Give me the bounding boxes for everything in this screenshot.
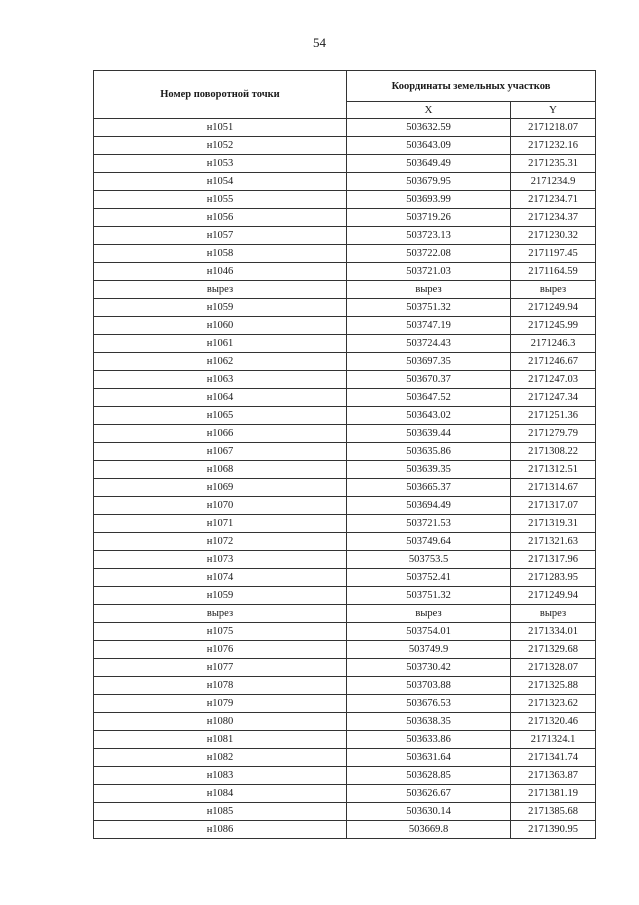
table-row [94, 497, 596, 515]
cell-y: 2171363.87 [511, 767, 596, 785]
cell-point-number: н1068 [94, 461, 347, 479]
cell-y: 2171385.68 [511, 803, 596, 821]
cell-point-number: н1084 [94, 785, 347, 803]
header-point-number: Номер поворотной точки [94, 71, 347, 119]
cell-x: 503630.14 [347, 803, 511, 821]
table-row [94, 137, 596, 155]
cell-point-number: вырез [94, 281, 347, 299]
cell-point-number: н1062 [94, 353, 347, 371]
table-row [94, 209, 596, 227]
cell-y: 2171319.31 [511, 515, 596, 533]
table-row [94, 551, 596, 569]
cell-y: 2171317.07 [511, 497, 596, 515]
table-row [94, 281, 596, 299]
cell-x: 503722.08 [347, 245, 511, 263]
cell-y: 2171328.07 [511, 659, 596, 677]
cell-y: 2171317.96 [511, 551, 596, 569]
table-row [94, 191, 596, 209]
table-row [94, 371, 596, 389]
cell-x: 503747.19 [347, 317, 511, 335]
cell-y: 2171235.31 [511, 155, 596, 173]
cell-y: 2171279.79 [511, 425, 596, 443]
table-row [94, 155, 596, 173]
cell-point-number: н1053 [94, 155, 347, 173]
cell-point-number: н1076 [94, 641, 347, 659]
table-row [94, 569, 596, 587]
cell-point-number: н1051 [94, 119, 347, 137]
cell-point-number: н1059 [94, 299, 347, 317]
cell-x: 503647.52 [347, 389, 511, 407]
cell-point-number: н1079 [94, 695, 347, 713]
cell-y: 2171232.16 [511, 137, 596, 155]
cell-point-number: н1080 [94, 713, 347, 731]
cell-point-number: н1069 [94, 479, 347, 497]
cell-y: 2171334.01 [511, 623, 596, 641]
cell-x: 503669.8 [347, 821, 511, 839]
cell-y: 2171246.67 [511, 353, 596, 371]
table-row [94, 515, 596, 533]
table-row [94, 821, 596, 839]
cell-x: 503751.32 [347, 587, 511, 605]
cell-x: 503670.37 [347, 371, 511, 389]
cell-x: 503749.64 [347, 533, 511, 551]
cell-y: 2171234.9 [511, 173, 596, 191]
cell-x: 503749.9 [347, 641, 511, 659]
cell-x: вырез [347, 281, 511, 299]
table-row [94, 713, 596, 731]
table-row [94, 443, 596, 461]
table-row [94, 317, 596, 335]
table-row [94, 803, 596, 821]
cell-point-number: н1052 [94, 137, 347, 155]
table-row [94, 749, 596, 767]
table-row [94, 623, 596, 641]
cell-y: 2171381.19 [511, 785, 596, 803]
cell-point-number: н1071 [94, 515, 347, 533]
cell-y: 2171197.45 [511, 245, 596, 263]
cell-x: 503719.26 [347, 209, 511, 227]
cell-x: 503721.53 [347, 515, 511, 533]
cell-y: 2171249.94 [511, 299, 596, 317]
cell-point-number: н1074 [94, 569, 347, 587]
cell-y: 2171218.07 [511, 119, 596, 137]
cell-y: 2171247.03 [511, 371, 596, 389]
table-row [94, 245, 596, 263]
cell-point-number: н1070 [94, 497, 347, 515]
table-row [94, 227, 596, 245]
cell-point-number: н1046 [94, 263, 347, 281]
cell-y: 2171390.95 [511, 821, 596, 839]
cell-point-number: н1086 [94, 821, 347, 839]
table-row [94, 407, 596, 425]
cell-y: 2171234.37 [511, 209, 596, 227]
coordinates-table [93, 70, 596, 839]
cell-x: 503635.86 [347, 443, 511, 461]
cell-y: 2171234.71 [511, 191, 596, 209]
cell-y: 2171323.62 [511, 695, 596, 713]
table-row [94, 785, 596, 803]
cell-point-number: н1085 [94, 803, 347, 821]
cell-x: 503694.49 [347, 497, 511, 515]
cell-point-number: н1061 [94, 335, 347, 353]
cell-x: 503703.88 [347, 677, 511, 695]
cell-point-number: н1067 [94, 443, 347, 461]
table-row [94, 587, 596, 605]
table-row [94, 641, 596, 659]
cell-point-number: н1059 [94, 587, 347, 605]
cell-y: 2171312.51 [511, 461, 596, 479]
cell-point-number: вырез [94, 605, 347, 623]
cell-x: 503639.44 [347, 425, 511, 443]
cell-x: 503724.43 [347, 335, 511, 353]
cell-y: 2171251.36 [511, 407, 596, 425]
cell-y: 2171321.63 [511, 533, 596, 551]
cell-x: 503679.95 [347, 173, 511, 191]
cell-x: 503639.35 [347, 461, 511, 479]
table-row [94, 731, 596, 749]
cell-y: 2171245.99 [511, 317, 596, 335]
cell-y: 2171283.95 [511, 569, 596, 587]
cell-point-number: н1075 [94, 623, 347, 641]
cell-x: 503697.35 [347, 353, 511, 371]
cell-x: 503633.86 [347, 731, 511, 749]
cell-point-number: н1054 [94, 173, 347, 191]
cell-x: 503754.01 [347, 623, 511, 641]
cell-point-number: н1072 [94, 533, 347, 551]
table-row [94, 677, 596, 695]
cell-y: 2171320.46 [511, 713, 596, 731]
cell-y: вырез [511, 605, 596, 623]
cell-point-number: н1066 [94, 425, 347, 443]
cell-y: 2171341.74 [511, 749, 596, 767]
cell-x: 503649.49 [347, 155, 511, 173]
cell-y: 2171164.59 [511, 263, 596, 281]
cell-x: 503628.85 [347, 767, 511, 785]
table-row [94, 299, 596, 317]
cell-point-number: н1078 [94, 677, 347, 695]
table-row [94, 389, 596, 407]
cell-x: 503643.09 [347, 137, 511, 155]
table-row [94, 263, 596, 281]
cell-x: 503626.67 [347, 785, 511, 803]
cell-point-number: н1056 [94, 209, 347, 227]
cell-point-number: н1077 [94, 659, 347, 677]
table-row [94, 479, 596, 497]
table-body [94, 119, 596, 839]
cell-point-number: н1058 [94, 245, 347, 263]
cell-y: 2171249.94 [511, 587, 596, 605]
cell-point-number: н1083 [94, 767, 347, 785]
table-row [94, 425, 596, 443]
cell-point-number: н1082 [94, 749, 347, 767]
cell-point-number: н1065 [94, 407, 347, 425]
cell-point-number: н1064 [94, 389, 347, 407]
cell-point-number: н1060 [94, 317, 347, 335]
cell-x: 503753.5 [347, 551, 511, 569]
header-x: X [347, 102, 511, 119]
cell-y: 2171308.22 [511, 443, 596, 461]
cell-point-number: н1063 [94, 371, 347, 389]
table-row [94, 119, 596, 137]
cell-x: вырез [347, 605, 511, 623]
cell-y: 2171329.68 [511, 641, 596, 659]
page-number: 54 [313, 35, 326, 50]
table-row [94, 695, 596, 713]
table-row [94, 659, 596, 677]
header-y: Y [511, 102, 596, 119]
cell-y: 2171314.67 [511, 479, 596, 497]
table-row [94, 461, 596, 479]
cell-x: 503643.02 [347, 407, 511, 425]
cell-y: 2171246.3 [511, 335, 596, 353]
header-coordinates: Координаты земельных участков [347, 71, 596, 102]
cell-x: 503676.53 [347, 695, 511, 713]
cell-y: 2171247.34 [511, 389, 596, 407]
cell-x: 503693.99 [347, 191, 511, 209]
cell-x: 503665.37 [347, 479, 511, 497]
cell-x: 503752.41 [347, 569, 511, 587]
cell-point-number: н1057 [94, 227, 347, 245]
table-row [94, 767, 596, 785]
cell-point-number: н1073 [94, 551, 347, 569]
table-row [94, 353, 596, 371]
cell-x: 503723.13 [347, 227, 511, 245]
cell-x: 503721.03 [347, 263, 511, 281]
cell-y: вырез [511, 281, 596, 299]
cell-x: 503638.35 [347, 713, 511, 731]
cell-y: 2171324.1 [511, 731, 596, 749]
table-row [94, 605, 596, 623]
cell-point-number: н1055 [94, 191, 347, 209]
table-row [94, 533, 596, 551]
table-row [94, 335, 596, 353]
cell-y: 2171230.32 [511, 227, 596, 245]
cell-x: 503730.42 [347, 659, 511, 677]
table-row [94, 173, 596, 191]
cell-y: 2171325.88 [511, 677, 596, 695]
cell-x: 503631.64 [347, 749, 511, 767]
cell-x: 503751.32 [347, 299, 511, 317]
cell-point-number: н1081 [94, 731, 347, 749]
cell-x: 503632.59 [347, 119, 511, 137]
